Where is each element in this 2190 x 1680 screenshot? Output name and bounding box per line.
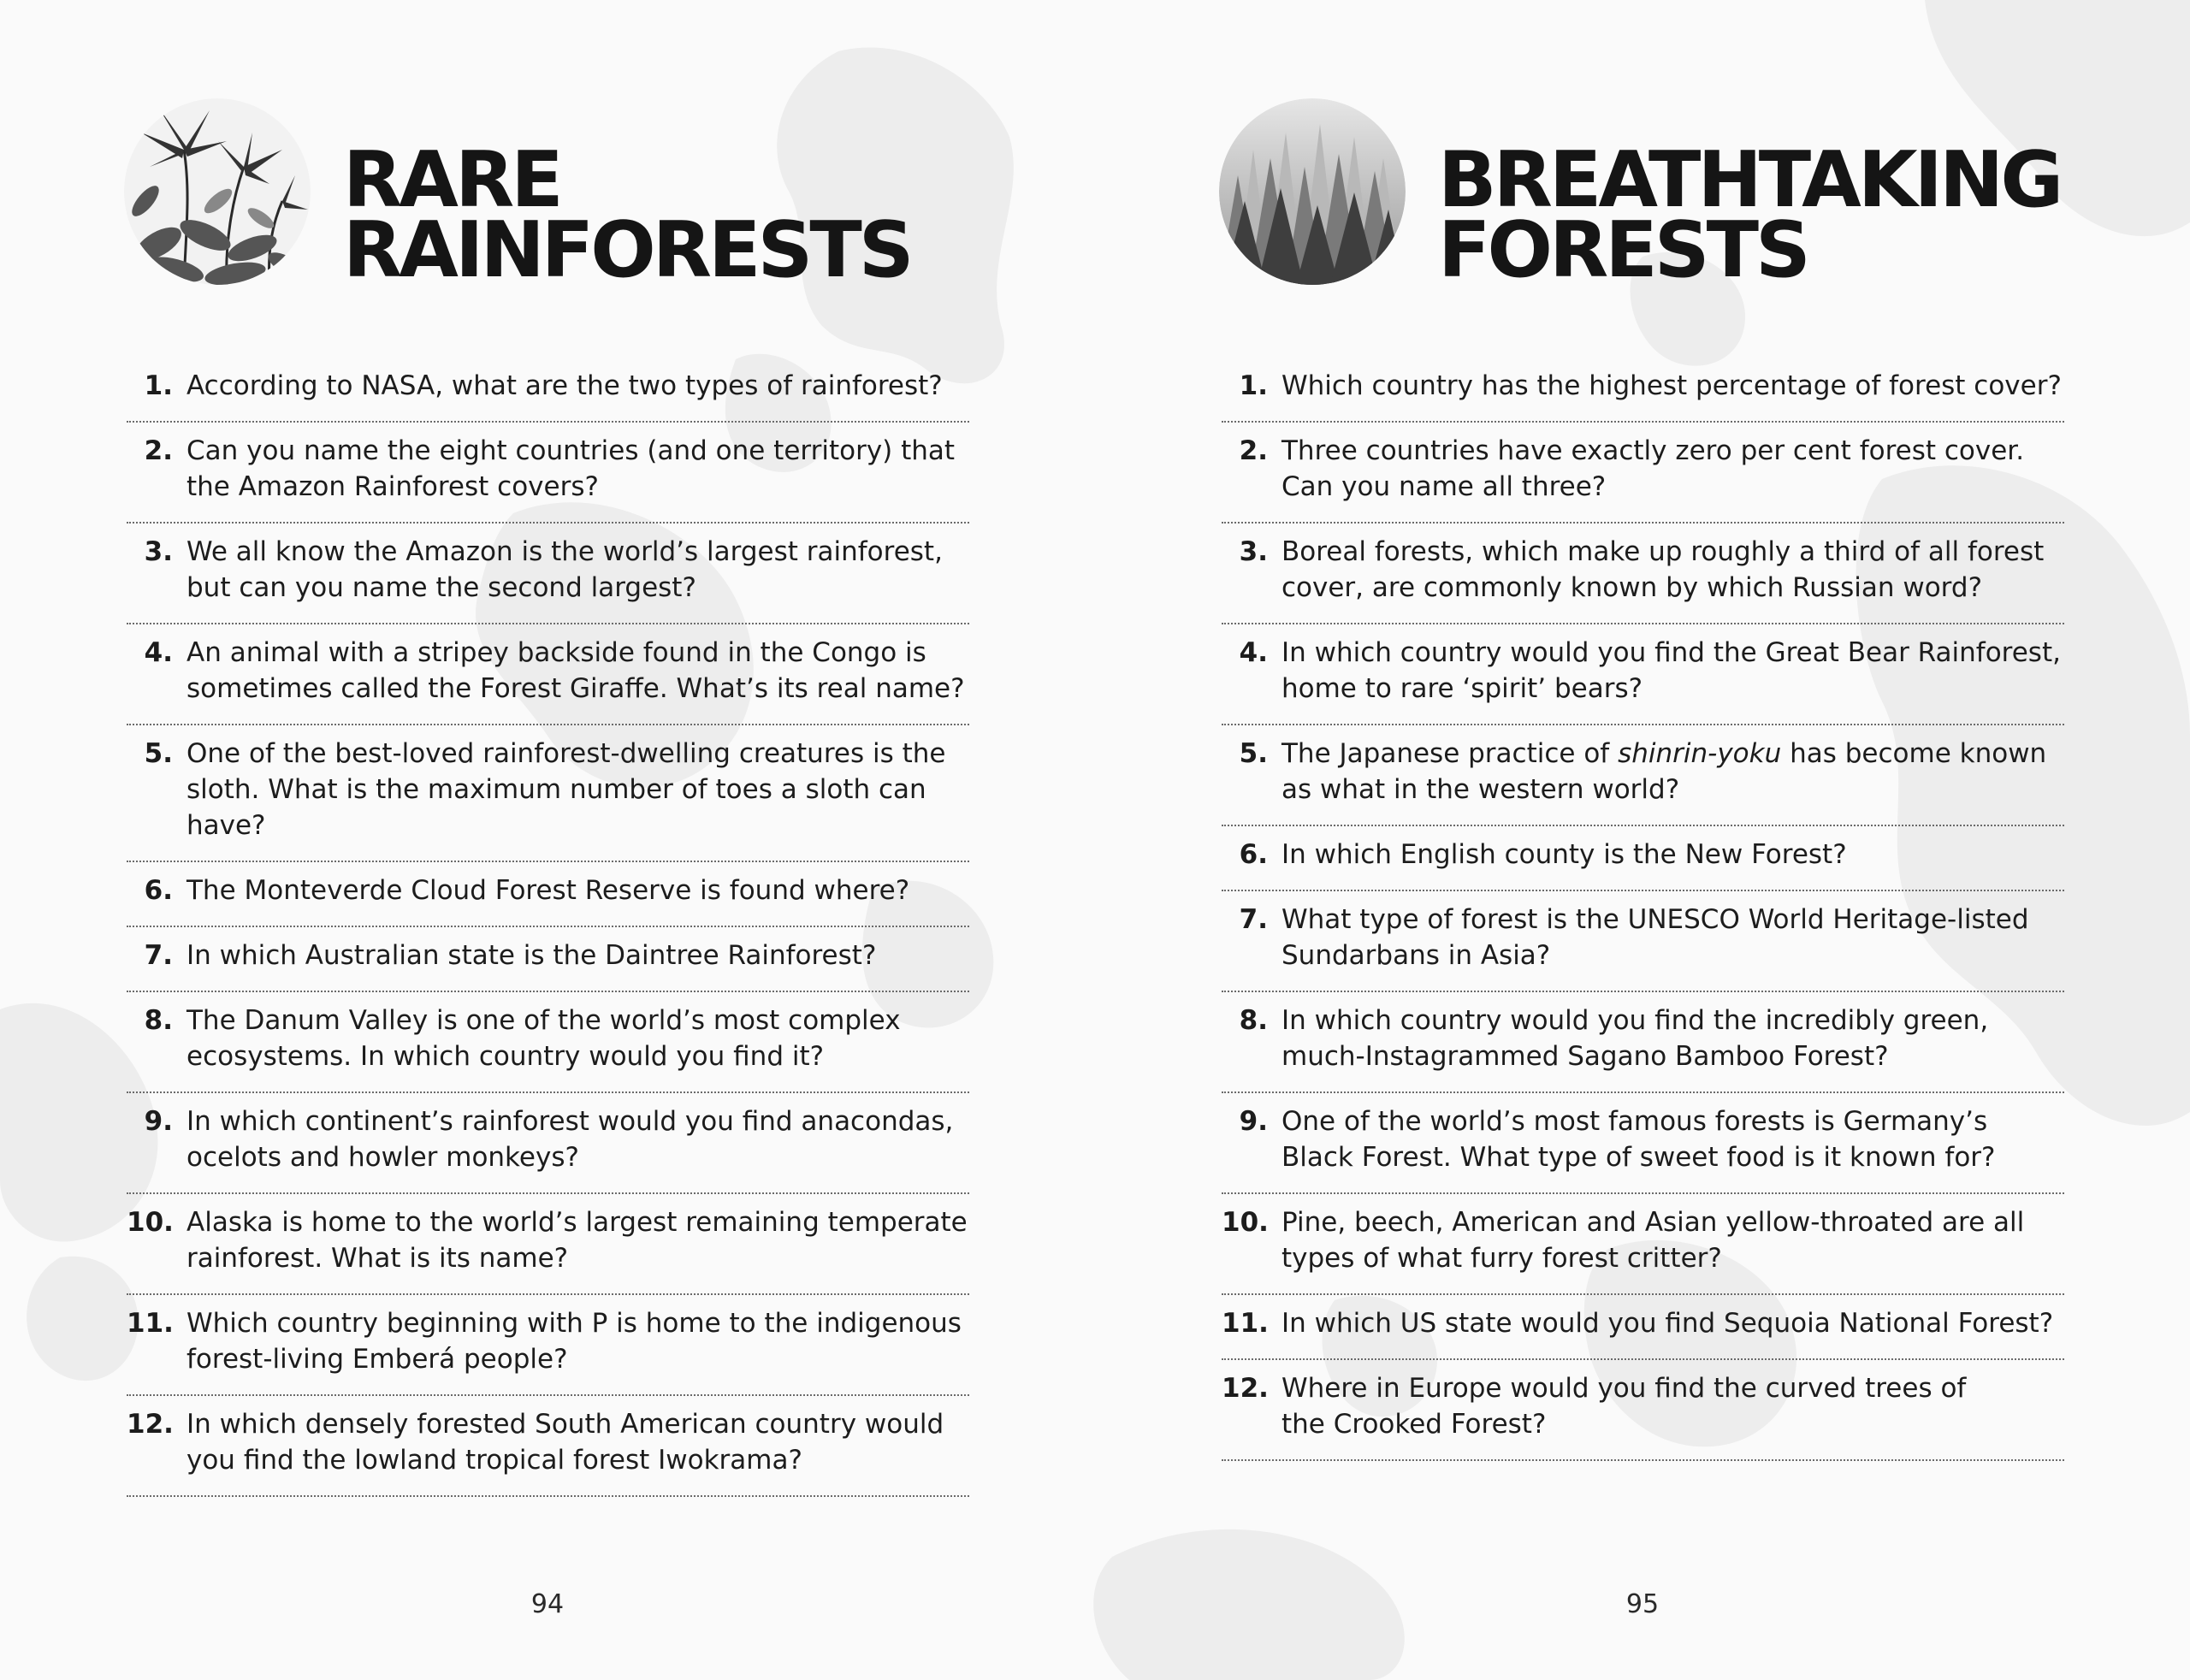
question-number: 9. — [144, 1106, 173, 1137]
question-text-after: has become known as what in the western world? — [1281, 738, 2047, 805]
question-text: One of the best-loved rainforest-dwelling creatures is the sloth. What is the maximum number of toes a sloth can have? — [186, 738, 946, 841]
question-number: 1. — [1239, 370, 1268, 401]
question-text: What type of forest is the UNESCO World Heritage-listed Sundarbans in Asia? — [1281, 904, 2029, 971]
question-text: Which country beginning with P is home to the indigenous forest-living Emberá people? — [186, 1308, 962, 1375]
question-item — [1222, 992, 2064, 1093]
question-text: The Danum Valley is one of the world’s most complex ecosystems. In which country would you find it? — [186, 1005, 901, 1072]
question-item — [127, 423, 969, 524]
question-number: 12. — [1222, 1373, 1269, 1404]
question-number: 3. — [1239, 536, 1268, 567]
question-text: In which densely forested South American country would you find the lowland tropical forest Iwokrama? — [186, 1409, 944, 1476]
title-line-2: RAINFORESTS — [343, 205, 911, 295]
question-text: In which continent’s rainforest would you find anacondas, ocelots and howler monkeys? — [186, 1106, 954, 1173]
question-item — [1222, 725, 2064, 826]
question-number: 8. — [1239, 1005, 1268, 1036]
question-text-before: The Japanese practice of — [1281, 738, 1619, 769]
question-number: 2. — [1239, 435, 1268, 466]
question-number: 11. — [127, 1308, 174, 1339]
question-number: 10. — [127, 1207, 174, 1238]
question-number: 11. — [1222, 1308, 1269, 1339]
question-text: According to NASA, what are the two types of rainforest? — [186, 370, 943, 401]
title-line-1: RARE — [343, 135, 560, 225]
question-text: Pine, beech, American and Asian yellow-throated are all types of what furry forest critter? — [1281, 1207, 2025, 1274]
question-item — [1222, 358, 2064, 423]
question-text: Which country has the highest percentage of forest cover? — [1281, 370, 2062, 401]
conifer-forest-icon — [1219, 98, 1406, 285]
question-text: In which Australian state is the Daintree Rainforest? — [186, 940, 877, 971]
right-page — [1095, 0, 2190, 1680]
question-item — [127, 358, 969, 423]
question-text: The Monteverde Cloud Forest Reserve is found where? — [186, 875, 910, 906]
question-text — [1281, 736, 2064, 807]
question-number: 8. — [144, 1005, 173, 1036]
question-list — [1222, 358, 2064, 1461]
question-item — [127, 725, 969, 862]
question-text: An animal with a stripey backside found in the Congo is sometimes called the Forest Giraffe. What’s its real name? — [186, 637, 965, 704]
question-number: 10. — [1222, 1207, 1269, 1238]
question-number: 3. — [144, 536, 173, 567]
page-number: 94 — [530, 1589, 565, 1619]
question-number: 7. — [144, 940, 173, 971]
question-item — [1222, 624, 2064, 725]
question-item — [1222, 826, 2064, 891]
title-line-1: BREATHTAKING — [1438, 135, 2061, 225]
question-text-italic: shinrin-yoku — [1618, 738, 1782, 769]
question-text: Can you name the eight countries (and one territory) that the Amazon Rainforest covers? — [186, 435, 956, 502]
question-number: 5. — [144, 738, 173, 769]
question-item — [127, 1396, 969, 1497]
question-number: 9. — [1239, 1106, 1268, 1137]
question-number: 2. — [144, 435, 173, 466]
question-number: 7. — [1239, 904, 1268, 935]
question-item — [1222, 423, 2064, 524]
rainforest-plants-icon — [124, 98, 311, 285]
question-text: Alaska is home to the world’s largest remaining temperate rainforest. What is its name? — [186, 1207, 968, 1274]
question-text: In which US state would you find Sequoia National Forest? — [1281, 1308, 2054, 1339]
question-number: 12. — [127, 1409, 174, 1440]
page-title — [343, 135, 911, 295]
question-text: In which country would you find the incredibly green, much-Instagrammed Sagano Bamboo Forest? — [1281, 1005, 1989, 1072]
question-item — [127, 1295, 969, 1396]
question-number: 6. — [144, 875, 173, 906]
question-text: Where in Europe would you find the curved trees of the Crooked Forest? — [1281, 1373, 1967, 1440]
question-item — [127, 524, 969, 624]
question-item — [1222, 524, 2064, 624]
question-item — [127, 927, 969, 992]
question-item — [127, 862, 969, 927]
page-title — [1438, 135, 2061, 295]
question-item — [127, 1093, 969, 1194]
question-text: One of the world’s most famous forests is Germany’s Black Forest. What type of sweet food is it known for? — [1281, 1106, 1996, 1173]
question-item — [1222, 1194, 2064, 1295]
question-text: We all know the Amazon is the world’s largest rainforest, but can you name the second largest? — [186, 536, 943, 603]
question-item — [127, 992, 969, 1093]
question-number: 4. — [144, 637, 173, 668]
question-text: In which country would you find the Great Bear Rainforest, home to rare ‘spirit’ bears? — [1281, 637, 2061, 704]
question-item — [1222, 891, 2064, 992]
question-number: 6. — [1239, 839, 1268, 870]
question-text: In which English county is the New Forest? — [1281, 839, 1847, 870]
question-item — [1222, 1360, 2064, 1461]
question-item — [1222, 1295, 2064, 1360]
question-item — [1222, 1093, 2064, 1194]
question-number: 5. — [1239, 738, 1268, 769]
question-number: 1. — [144, 370, 173, 401]
question-text: Boreal forests, which make up roughly a third of all forest cover, are commonly known by which Russian word? — [1281, 536, 2045, 603]
question-text: Three countries have exactly zero per cent forest cover. Can you name all three? — [1281, 435, 2025, 502]
title-line-2: FORESTS — [1438, 205, 1808, 295]
question-number: 4. — [1239, 637, 1268, 668]
question-item — [127, 624, 969, 725]
question-list — [127, 358, 969, 1497]
page-number: 95 — [1625, 1589, 1660, 1619]
question-item — [127, 1194, 969, 1295]
